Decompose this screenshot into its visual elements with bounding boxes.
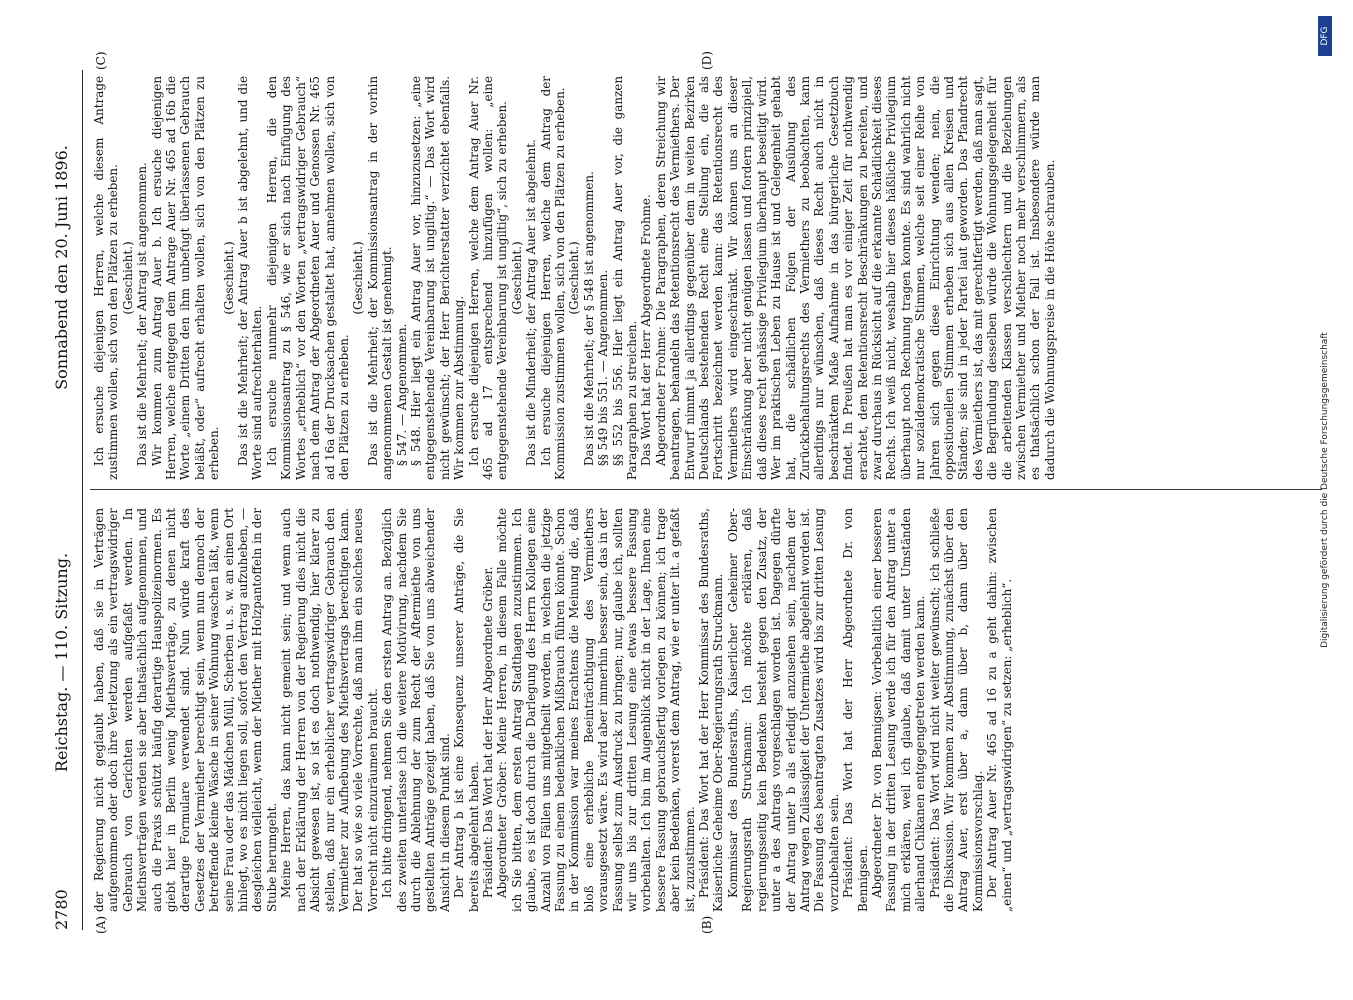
paragraph: Meine Herren, das kann nicht gemeint sein; und wenn auch nach der Erklärung der Herren von der Regierung dies nicht die Absicht gewesen ist, so ist es doch nothwendig, hier klarer zu stellen, daß nur ein erheblicher vertragswidriger Gebrauch den Vermiether zur Aufhebung des Miethsvertrags berechtigen kann. Der hat so wie so viele Vorrechte, daß man ihm ein solches neues Vorrecht nicht einzuräumen braucht. bbox=[279, 508, 380, 912]
column-divider bbox=[90, 489, 1322, 490]
margin-marker-a: (A) bbox=[94, 915, 108, 934]
margin-marker-c: (C) bbox=[94, 51, 108, 70]
stage-direction: (Geschieht.) bbox=[567, 241, 582, 315]
speaker-paragraph: Präsident: Das Wort hat der Herr Kommissar des Bundesraths, Kaiserliche Geheime Ober-Regierungsrath Struckmann. bbox=[697, 508, 726, 912]
right-text-column bbox=[92, 76, 1322, 480]
speaker-paragraph: Präsident: Das Wort hat der Herr Abgeordnete Gröber. bbox=[480, 566, 495, 898]
paragraph: Ich ersuche diejenigen Herren, welche dem Antrag der Kommission zustimmen wollen, sich von den Plätzen zu erheben. bbox=[538, 76, 567, 480]
paragraph: Ich ersuche nunmehr diejenigen Herren, die den Kommissionsantrag zu § 546, wie er sich nach Einfügung des Wortes „erheblich“ vor den Worten „vertragswidriger Gebrauch“ nach dem Antrag der Abgeordneten Auer und Genossen Nr. 465 ad 16a der Drucksachen gestaltet hat, annehmen wollen, sich von den Plätzen zu erheben. bbox=[264, 76, 351, 480]
stage-direction: (Geschieht.) bbox=[120, 241, 135, 315]
paragraph: Das ist die Mehrheit; der § 548 ist angenommen. bbox=[581, 171, 596, 466]
paragraph: Der Antrag b ist eine Konsequenz unserer Anträge, die Sie bereits abgelehnt haben. bbox=[452, 508, 481, 912]
paragraph: Ich ersuche diejenigen Herren, welche dem Antrag Auer Nr. 465 ad 17 entsprechend hinzufügen wollen: „eine entgegenstehende Vereinbarung ist ungiltig“, sich zu erheben. bbox=[466, 76, 510, 480]
speaker-paragraph: Präsident: Das Wort wird nicht weiter gewünscht; ich schließe die Diskussion. Wir kommen zur Abstimmung, zunächst über den Antrag Auer, erst über a, dann über b, dann über den Kommissionsvorschlag. bbox=[927, 508, 985, 912]
paragraph: § 548. Hier liegt ein Antrag Auer vor, hinzuzusetzen: „eine entgegenstehende Vereinbarung ist ungiltig.“ — Das Wort wird nicht gewünscht; der Herr Berichterstatter verzichtet ebenfalls. Wir kommen zur Abstimmung. bbox=[408, 76, 467, 480]
paragraph: §§ 549 bis 551. — Angenommen. bbox=[596, 269, 611, 466]
paragraph: Das ist die Mehrheit; der Kommissionsantrag in der vorhin angenommenen Gestalt ist genehmigt. bbox=[365, 76, 395, 480]
paragraph: §§ 552 bis 556. Hier liegt ein Antrag Auer vor, die ganzen Paragraphen zu streichen. bbox=[610, 76, 640, 480]
paragraph: Das ist die Mehrheit; der Antrag Auer b ist abgelehnt, und die Worte sind aufrechterhalten. bbox=[236, 76, 265, 480]
header-rule bbox=[82, 70, 83, 930]
dfg-logo: DFG bbox=[1318, 16, 1332, 56]
header-right-title: Sonnabend den 20. Juni 1896. bbox=[52, 145, 71, 390]
speaker-paragraph: Abgeordneter Dr. von Bennigsen: Vorbehaltlich einer besseren Fassung in der dritten Lesung werde ich für den Antrag unter a mich erklären, weil ich glaube, daß damit unter Umständen allerhand Chikanen entgegengetreten werden kann. bbox=[869, 508, 928, 912]
margin-marker-b: (B) bbox=[700, 915, 714, 934]
paragraph: Das ist die Minderheit; der Antrag Auer ist abgelehnt. bbox=[524, 139, 539, 466]
paragraph: Das Wort hat der Herr Abgeordnete Frohme. bbox=[639, 194, 654, 466]
digitization-credit: Digitalisierung gefördert durch die Deutsche Forschungsgemeinschaft bbox=[1320, 332, 1330, 648]
paragraph: Der Antrag Auer Nr. 465 ad 16 zu a geht dahin: zwischen „einen“ und „vertragswidrigen“ zu setzen: „erheblich“. bbox=[985, 508, 1014, 912]
speaker-paragraph: Abgeordneter Frohme: Die Paragraphen, deren Streichung wir beantragen, behandeln das Retentionsrecht des Vermiethers. Der Entwurf nimmt ja allerdings gegenüber dem in weiten Bezirken Deutschlands bestehenden Recht eine Stellung ein, die als Fortschritt bezeichnet werden kann: das Retentionsrecht des Vermiethers wird eingeschränkt. Wir können uns an dieser Einschränkung aber nicht genügen lassen und fordern prinzipiell, daß dieses recht gehässige Privilegium überhaupt beseitigt wird. Wer im praktischen Leben zu Hause ist und Gelegenheit gehabt hat, die schädlichen Folgen der Ausübung des Zurückbehaltungsrechts des Vermiethers zu beobachten, kann allerdings nur wünschen, daß dieses Recht auch nicht in beschränktem Maße Aufnahme in das bürgerliche Gesetzbuch findet. In Preußen hat man es vor einiger Zeit für nothwendig erachtet, dem Retentionsrecht Beschränkungen zu bereiten, und zwar durchaus in Rücksicht auf die erkannte Schädlichkeit dieses Rechts. Ich weiß nicht, weshalb hier dieses häßliche Privilegium überhaupt noch Rechnung tragen konnte. Es sind wahrlich nicht nur sozialdemokratische Stimmen, welche seit einer Reihe von Jahren sich gegen diese Einrichtung wenden; nein, die oppositionellen Stimmen erheben sich aus allen Kreisen und Ständen; sie sind in jeder Partei laut geworden. Das Pfandrecht des Vermiethers ist, das mit gerechtfertigt werden, daß man sagt, die Begründung desselben würde die Wohnungsgelegenheit für die arbeitenden Klassen verschlechtern und die Beziehungen zwischen Vermiether und Miether noch mehr verschlimmern, als es thatsächlich schon der Fall ist. Insbesondere würde man dadurch die Wohnungspreise in die Höhe schrauben. bbox=[653, 76, 1057, 480]
left-text-column bbox=[92, 508, 1322, 912]
paragraph: Wir kommen zum Antrag Auer b. Ich ersuche diejenigen Herren, welche entgegen dem Antrage Auer Nr. 465 ad 16b die Worte „einem Dritten den ihm unbefugt überlassenen Gebrauch beläßt, oder“ aufrecht erhalten wollen, sich von den Plätzen zu erheben. bbox=[149, 76, 222, 480]
paragraph: Das ist die Mehrheit; der Antrag ist angenommen. bbox=[135, 162, 150, 466]
paragraph: Ich bitte dringend, nehmen Sie den ersten Antrag an. Bezüglich des zweiten unterlasse ich die weitere Motivirung, nachdem Sie durch die Ablehnung der zum Recht der Aftermiethe von uns gestellten Anträge gezeigt haben, daß Sie von uns abweichender Ansicht in diesem Punkt sind. bbox=[380, 508, 452, 912]
speaker-paragraph: Kommissar des Bundesraths, Kaiserlicher Geheimer Ober-Regierungsrath Struckmann: Ich möchte erklären, daß regierungsseitig kein Bedenken besteht gegen den Zusatz, der unter a des Antrags vorgeschlagen worden ist. Dagegen dürfte der Antrag unter b als erledigt anzusehen sein, nachdem der Antrag wegen Zulässigkeit der Untermiethe abgelehnt worden ist. Die Fassung des beantragten Zusatzes wird bis zur dritten Lesung vorzubehalten sein. bbox=[725, 508, 841, 912]
header-left-title: Reichstag. — 110. Sitzung. bbox=[52, 552, 71, 773]
stage-direction: (Geschieht.) bbox=[351, 241, 366, 315]
speaker-paragraph: Präsident: Das Wort hat der Herr Abgeordnete Dr. von Bennigsen. bbox=[841, 508, 870, 912]
stage-direction: (Geschieht.) bbox=[509, 241, 524, 315]
paragraph: Ich ersuche diejenigen Herren, welche diesem Antrage zustimmen wollen, sich von den Plätzen zu erheben. bbox=[92, 76, 121, 480]
speaker-paragraph: Abgeordneter Gröber: Meine Herren, in diesem Falle möchte ich Sie bitten, dem ersten Antrag Stadthagen zuzustimmen. Ich glaube, es ist doch durch die Darlegung des Herrn Kollegen eine Anzahl von Fällen uns mitgetheilt worden, in welchen die jetzige Fassung zu einem bedenklichen Mißbrauch führen könnte. Schon in der Kommission war meines Erachtens die Meinung die, daß bloß eine erhebliche Beeinträchtigung des Vermiethers vorausgesetzt wäre. Es wird aber immerhin besser sein, das in der Fassung selbst zum Ausdruck zu bringen; nur, glaube ich, sollten wir uns bis zur dritten Lesung eine etwas bessere Fassung vorbehalten. Ich bin im Augenblick nicht in der Lage, Ihnen eine bessere Fassung gebrauchsfertig vorlegen zu können; ich trage aber kein Bedenken, vorerst dem Antrag, wie er unter lit. a gefaßt ist, zuzustimmen. bbox=[495, 508, 697, 912]
page-header bbox=[52, 70, 78, 930]
margin-marker-d: (D) bbox=[700, 51, 714, 70]
page-number: 2780 bbox=[52, 889, 71, 930]
paragraph: § 547. — Angenommen. bbox=[394, 323, 409, 466]
paragraph: der Regierung nicht geglaubt haben, daß sie in Verträgen aufgenommen oder doch ihre Verletzung als ein vertragswidriger Gebrauch von Gerichten werden aufgefaßt werden. In Miethsverträgen werden sie aber thatsächlich aufgenommen, und auch die Praxis schützt häufig derartige Hauspolizeinormen. Es giebt hier in Berlin wenig Miethsverträge, zu denen nicht derartige Formulare verwendet sind. Nun würde kraft des Gesetzes der Vermiether berechtigt sein, wenn nun dennoch der betreffende kleine Wäsche in seiner Wohnung waschen läßt, wenn seine Frau oder das Mädchen Müll, Scherben u. s. w. an einen Ort hinlegt, wo es nicht liegen soll, sofort den Vertrag aufzuheben, — desgleichen vielleicht, wenn der Miether mit Holzpantoffeln in der Stube herumgeht. bbox=[92, 508, 279, 912]
stage-direction: (Geschieht.) bbox=[221, 241, 236, 315]
